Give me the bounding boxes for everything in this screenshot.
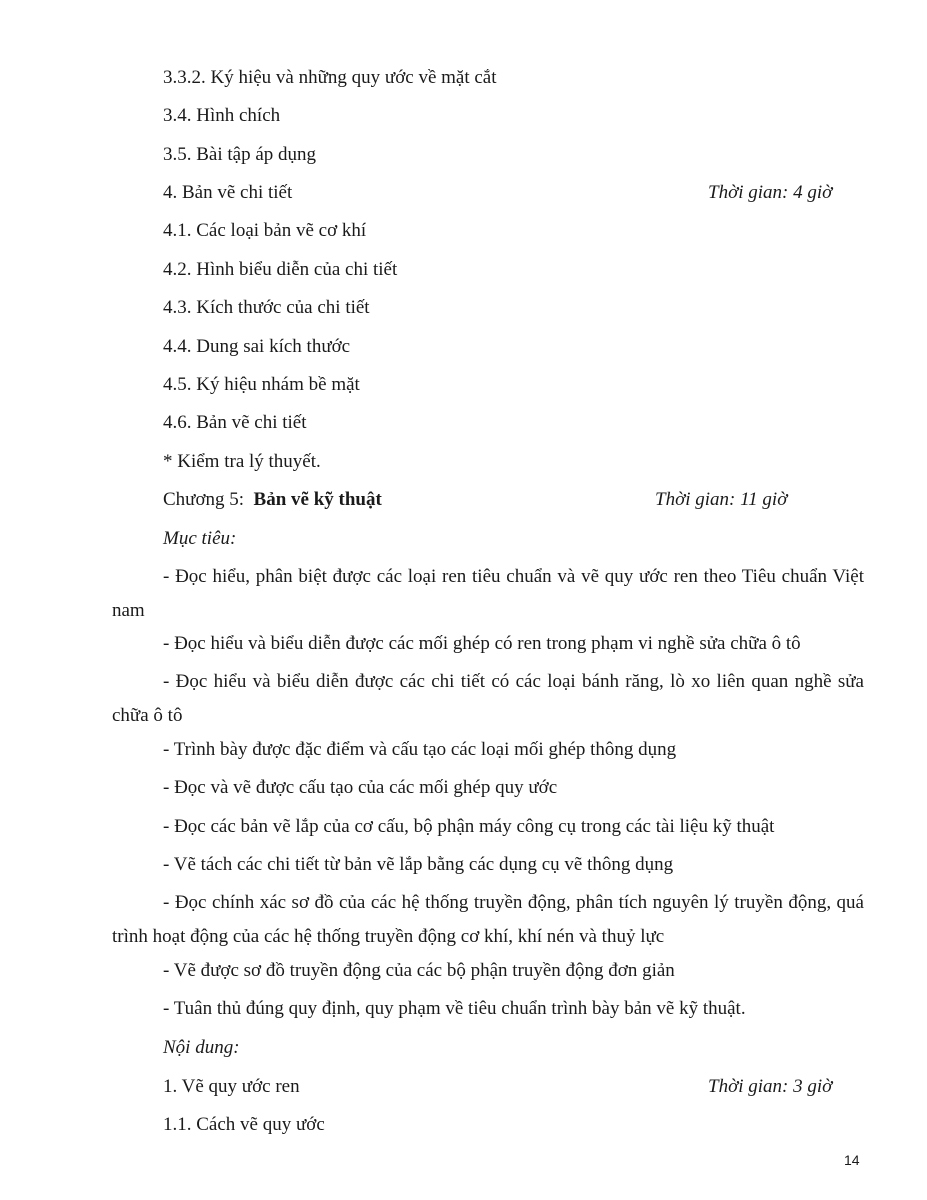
outline-item: * Kiểm tra lý thuyết.	[163, 451, 321, 472]
objective-item: - Đọc hiểu và biểu diễn được các mối ghép có ren trong phạm vi nghề sửa chữa ô tô	[163, 633, 801, 654]
objective-item: - Tuân thủ đúng quy định, quy phạm về tiêu chuẩn trình bày bản vẽ kỹ thuật.	[163, 998, 746, 1019]
content-label: Nội dung:	[163, 1037, 240, 1058]
objective-item: - Đọc hiểu và biểu diễn được các chi tiết có các loại bánh răng, lò xo liên quan nghề sửa chữa ô tô	[112, 671, 864, 726]
chapter-prefix: Chương 5:	[163, 489, 245, 510]
objective-item: - Vẽ được sơ đồ truyền động của các bộ phận truyền động đơn giản	[163, 960, 675, 981]
section-duration: Thời gian: 4 giờ	[708, 182, 833, 203]
section-heading: 4. Bản vẽ chi tiết	[163, 182, 293, 203]
objective-item: - Vẽ tách các chi tiết từ bản vẽ lắp bằng các dụng cụ vẽ thông dụng	[163, 854, 674, 875]
outline-item: 4.6. Bản vẽ chi tiết	[163, 412, 307, 433]
outline-item: 4.5. Ký hiệu nhám bề mặt	[163, 374, 360, 395]
section-heading: 1. Vẽ quy ước ren	[163, 1076, 300, 1097]
objectives-label: Mục tiêu:	[163, 528, 237, 549]
page-number: 14	[844, 1152, 860, 1168]
outline-item: 3.5. Bài tập áp dụng	[163, 144, 317, 165]
outline-item: 4.3. Kích thước của chi tiết	[163, 297, 370, 318]
outline-item: 4.1. Các loại bản vẽ cơ khí	[163, 220, 367, 241]
outline-item: 3.4. Hình chích	[163, 105, 281, 126]
chapter-duration: Thời gian: 11 giờ	[655, 489, 788, 510]
chapter-heading	[163, 488, 382, 512]
outline-item: 4.4. Dung sai kích thước	[163, 336, 351, 357]
objective-item: - Đọc hiểu, phân biệt được các loại ren tiêu chuẩn và vẽ quy ước ren theo Tiêu chuẩn Việt nam	[112, 566, 864, 621]
objective-item: - Đọc các bản vẽ lắp của cơ cấu, bộ phận máy công cụ trong các tài liệu kỹ thuật	[163, 816, 775, 837]
outline-item: 1.1. Cách vẽ quy ước	[163, 1114, 325, 1135]
chapter-title: Bản vẽ kỹ thuật	[253, 489, 382, 510]
outline-item: 4.2. Hình biểu diễn của chi tiết	[163, 259, 398, 280]
objective-item: - Đọc chính xác sơ đồ của các hệ thống truyền động, phân tích nguyên lý truyền động, quá trình hoạt động của các hệ thống truyền động cơ khí, khí nén và thuỷ lực	[112, 892, 864, 947]
objective-item: - Đọc và vẽ được cấu tạo của các mối ghép quy ước	[163, 777, 558, 798]
section-duration: Thời gian: 3 giờ	[708, 1076, 833, 1097]
objective-item: - Trình bày được đặc điểm và cấu tạo các loại mối ghép thông dụng	[163, 739, 677, 760]
outline-item: 3.3.2. Ký hiệu và những quy ước về mặt cắt	[163, 67, 497, 88]
